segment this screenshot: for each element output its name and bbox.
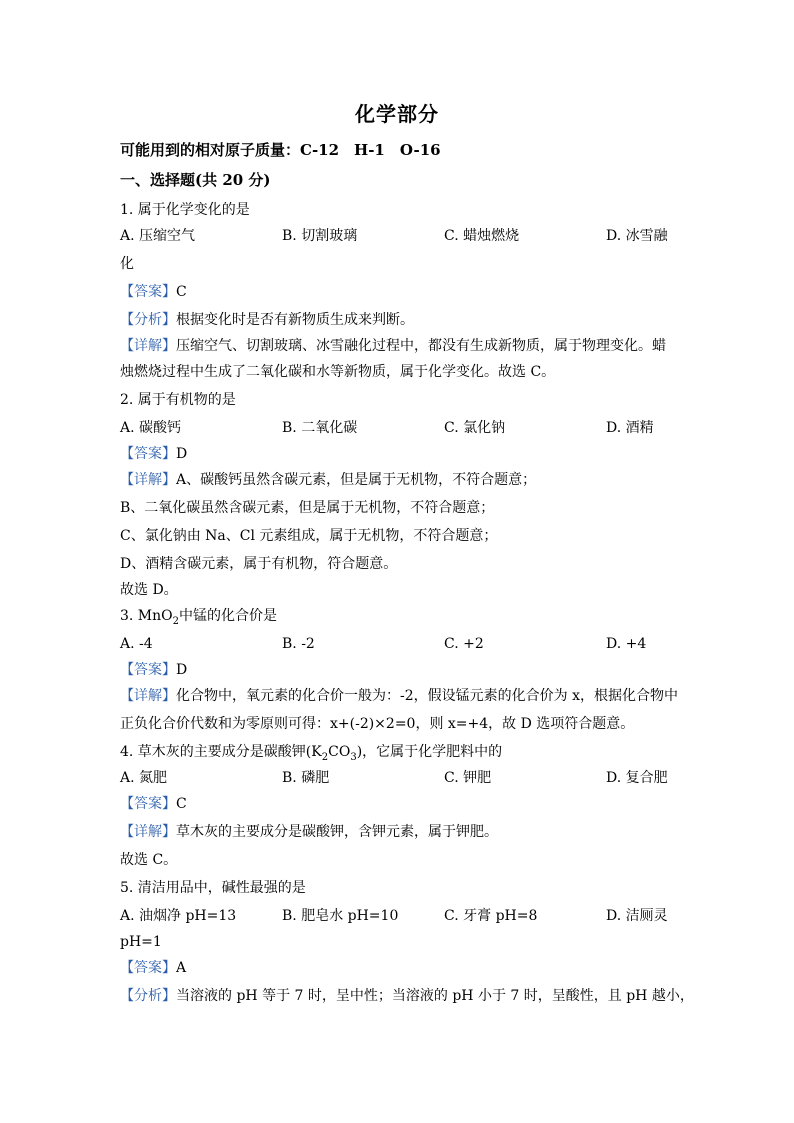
stem-text: CO	[328, 744, 351, 760]
question-1-analysis	[120, 310, 680, 330]
detail-text: 压缩空气、切割玻璃、冰雪融化过程中，都没有生成新物质，属于物理变化。蜡	[176, 338, 666, 354]
question-5-options	[120, 906, 680, 926]
question-4-options	[120, 768, 680, 788]
answer-tag: 【答案】	[120, 284, 176, 300]
question-2-answer	[120, 444, 680, 464]
answer-value: D	[176, 662, 188, 678]
answer-tag: 【答案】	[120, 662, 176, 678]
question-3-detail-cont: 正负化合价代数和为零原则可得：x+(-2)×2=0，则 x=+4，故 D 选项符合题意。	[120, 716, 635, 732]
answer-value: D	[176, 446, 188, 462]
question-2-detail-b: B、二氧化碳虽然含碳元素，但是属于无机物，不符合题意；	[120, 500, 495, 516]
option-c: C. +2	[444, 636, 484, 652]
option-d-wrap: pH=1	[120, 934, 162, 950]
question-2-options	[120, 418, 680, 438]
answer-tag: 【答案】	[120, 960, 176, 976]
question-2-detail	[120, 470, 680, 490]
question-1-options	[120, 226, 680, 246]
subscript: 2	[172, 615, 180, 627]
detail-tag: 【详解】	[120, 472, 176, 488]
detail-text: 化合物中，氧元素的化合价一般为：-2，假设锰元素的化合价为 x，根据化合物中	[176, 688, 678, 704]
atomic-masses-line: 可能用到的相对原子质量：C-12 H-1 O-16	[120, 141, 441, 159]
option-d: D. 复合肥	[606, 770, 668, 786]
option-d-wrap: 化	[120, 256, 134, 272]
stem-text: 中锰的化合价是	[179, 608, 278, 624]
option-b: B. 磷肥	[282, 770, 330, 786]
option-c: C. 牙膏 pH=8	[444, 908, 538, 924]
detail-tag: 【详解】	[120, 338, 176, 354]
analysis-text: 根据变化时是否有新物质生成来判断。	[176, 312, 414, 328]
option-b: B. 肥皂水 pH=10	[282, 908, 399, 924]
option-c: C. 钾肥	[444, 770, 492, 786]
question-4-conclusion: 故选 C。	[120, 852, 178, 868]
question-1-detail	[120, 336, 680, 356]
option-a: A. 氮肥	[120, 770, 168, 786]
answer-value: C	[176, 284, 187, 300]
answer-value: A	[176, 960, 187, 976]
option-a: A. 碳酸钙	[120, 420, 182, 436]
question-5-answer	[120, 958, 680, 978]
option-d: D. +4	[606, 636, 647, 652]
question-1-stem: 1. 属于化学变化的是	[120, 202, 250, 218]
question-3-answer	[120, 660, 680, 680]
analysis-tag: 【分析】	[120, 312, 176, 328]
analysis-text: 当溶液的 pH 等于 7 时，呈中性；当溶液的 pH 小于 7 时，呈酸性，且 pH 越小，	[176, 988, 694, 1004]
option-d: D. 酒精	[606, 420, 654, 436]
detail-tag: 【详解】	[120, 688, 176, 704]
option-d: D. 冰雪融	[606, 228, 668, 244]
question-2-detail-c: C、氯化钠由 Na、Cl 元素组成，属于无机物，不符合题意；	[120, 528, 498, 544]
question-2-conclusion: 故选 D。	[120, 582, 178, 598]
answer-tag: 【答案】	[120, 446, 176, 462]
page-title: 化学部分	[355, 102, 439, 126]
option-c: C. 蜡烛燃烧	[444, 228, 520, 244]
question-4-stem	[120, 742, 680, 762]
stem-text: 4. 草木灰的主要成分是碳酸钾(K	[120, 744, 322, 760]
section-heading: 一、选择题(共 20 分)	[120, 171, 271, 189]
question-3-stem	[120, 606, 680, 626]
question-5-analysis	[120, 986, 694, 1006]
option-b: B. 二氧化碳	[282, 420, 358, 436]
stem-text: )，它属于化学肥料中的	[356, 744, 503, 760]
question-1-answer	[120, 282, 680, 302]
option-a: A. -4	[120, 636, 153, 652]
subscript: 3	[350, 751, 357, 763]
question-2-stem: 2. 属于有机物的是	[120, 392, 236, 408]
option-a: A. 压缩空气	[120, 228, 196, 244]
option-a: A. 油烟净 pH=13	[120, 908, 237, 924]
question-3-detail	[120, 686, 680, 706]
question-3-options	[120, 634, 680, 654]
subscript: 2	[321, 751, 329, 763]
analysis-tag: 【分析】	[120, 988, 176, 1004]
option-d: D. 洁厕灵	[606, 908, 668, 924]
answer-value: C	[176, 796, 187, 812]
detail-text: A、碳酸钙虽然含碳元素，但是属于无机物，不符合题意；	[176, 472, 537, 488]
question-1-detail-cont: 烛燃烧过程中生成了二氧化碳和水等新物质，属于化学变化。故选 C。	[120, 364, 556, 380]
option-c: C. 氯化钠	[444, 420, 506, 436]
option-b: B. 切割玻璃	[282, 228, 358, 244]
detail-text: 草木灰的主要成分是碳酸钾，含钾元素，属于钾肥。	[176, 824, 498, 840]
option-b: B. -2	[282, 636, 315, 652]
question-4-detail	[120, 822, 680, 842]
question-2-detail-d: D、酒精含碳元素，属于有机物，符合题意。	[120, 556, 398, 572]
question-4-answer	[120, 794, 680, 814]
answer-tag: 【答案】	[120, 796, 176, 812]
question-5-stem: 5. 清洁用品中，碱性最强的是	[120, 880, 306, 896]
detail-tag: 【详解】	[120, 824, 176, 840]
stem-text: 3. MnO	[120, 608, 173, 624]
